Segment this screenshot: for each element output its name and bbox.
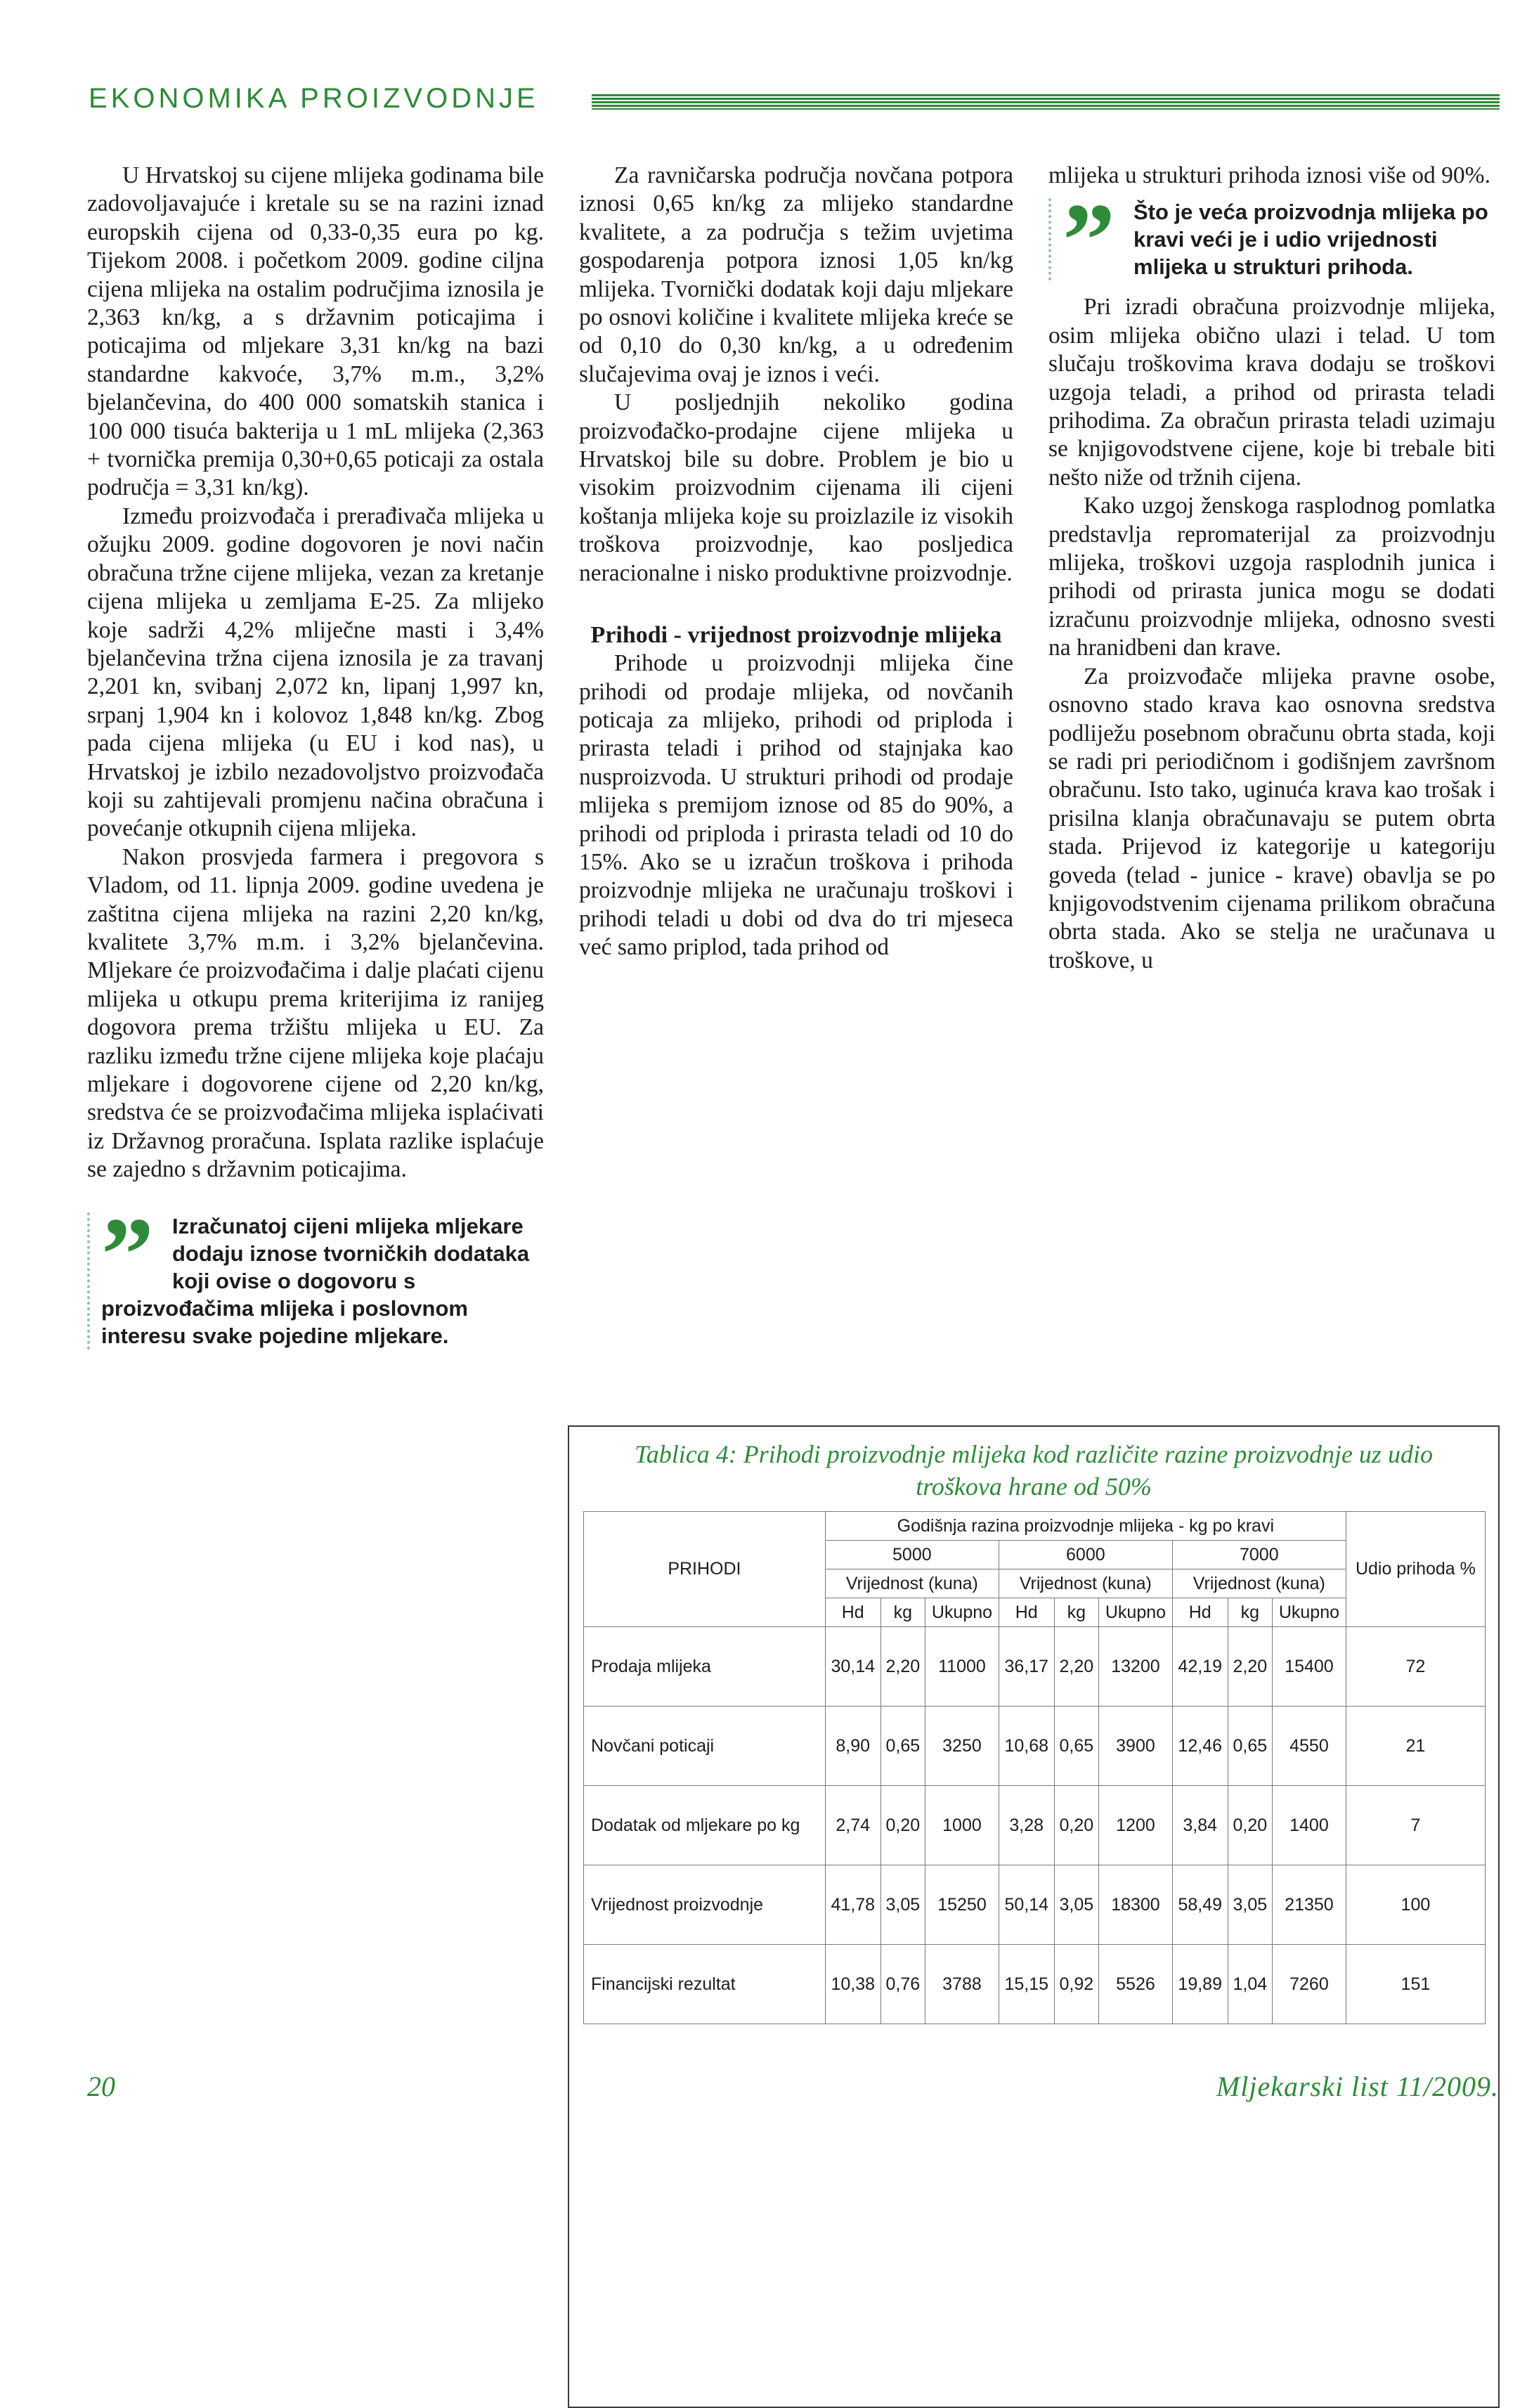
table-cell: 0,65 [881,1707,925,1786]
quote-mark-icon: ” [101,1196,154,1313]
sub-header: Ukupno [1099,1598,1173,1627]
magazine-name: Mljekarski list 11/2009. [1216,2071,1499,2102]
table-cell: 30,14 [825,1627,881,1707]
column-2 [579,162,1013,962]
table-cell: 3250 [925,1707,999,1786]
table-cell: 5526 [1099,1945,1173,2024]
table-cell: 1400 [1273,1786,1346,1865]
row-label: Novčani poticaji [584,1707,826,1786]
pull-quote-text: Izračunatoj cijeni mlijeka mljekare dodaju iznose tvorničkih dodataka koji ovise o dogovoru s proizvođačima mlijeka i poslovnom interesu svake pojedine mljekare. [101,1213,530,1348]
table-cell: 0,76 [881,1945,925,2024]
column-3 [1048,162,1495,975]
income-table [583,1511,1486,2024]
table-cell: 0,20 [1054,1786,1098,1865]
paragraph: Nakon prosvjeda farmera i pregovora s Vladom, od 11. lipnja 2009. godine uvedena je zaštitna cijena mlijeka na razini 2,20 kn/kg, kvalitete 3,7% m.m. i 3,2% bjelančevina. Mljekare će proizvođačima i dalje plaćati cijenu mlijeka u otkupu prema kriterijima iz ranijeg dogovora prema tržištu mlijeka u EU. Za razliku između tržne cijene mlijeka koje plaćaju mljekare i dogovorene cijene od 2,20 kn/kg, sredstva će se proizvođačima mlijeka isplaćivati iz Državnog proračuna. Isplata razlike isplaćuje se zajedno s državnim poticajima. [87,843,544,1183]
table-cell: 10,68 [999,1707,1054,1786]
table-cell: 12,46 [1172,1707,1228,1786]
table-cell: 0,92 [1054,1945,1098,2024]
table-cell: 1200 [1099,1786,1173,1865]
table-cell: 72 [1346,1627,1485,1707]
table-cell: 13200 [1099,1627,1173,1707]
paragraph: Kako uzgoj ženskoga rasplodnog pomlatka predstavlja repromaterijal za proizvodnju mlijeka, troškovi uzgoja rasplodnih junica i prihodi od prirasta junica mogu se dodati izračunu proizvodnje mlijeka, odnosno svesti na hranidbeni dan krave. [1048,493,1495,661]
table-cell: 41,78 [825,1865,881,1945]
table-cell: 3,05 [1054,1865,1098,1945]
quote-mark-icon: ” [1063,182,1115,299]
paragraph: U Hrvatskoj su cijene mlijeka godinama bile zadovoljavajuće i kretale su se na razini iznad europskih cijena od 0,33-0,35 eura po kg. Tijekom 2008. i početkom 2009. godine ciljna cijena mlijeka na ostalim područjima iznosila je 2,363 kn/kg, a s državnim poticajima i poticajima od mljekare 3,31 kn/kg na bazi standardne kakvoće, 3,7% m.m., 3,2% bjelančevina, do 400 000 somatskih stanica i 100 000 tisuća bakterija u 1 mL mlijeka (2,363 + tvornička premija 0,30+0,65 poticaji za ostala područja = 3,31 kn/kg). [87,162,544,501]
table-cell: 18300 [1099,1865,1173,1945]
table-cell: 21350 [1273,1865,1346,1945]
sub-header: kg [881,1598,925,1627]
table-caption: Tablica 4: Prihodi proizvodnje mlijeka kod različite razine proizvodnje uz udio troškova hrane od 50% [635,1440,1433,1501]
table-cell: 2,20 [1054,1627,1098,1707]
table-cell: 3,84 [1172,1786,1228,1865]
table-cell: 7 [1346,1786,1485,1865]
table-cell: 1,04 [1228,1945,1272,2024]
table-cell: 3,28 [999,1786,1054,1865]
table-cell: 58,49 [1172,1865,1228,1945]
table-cell: 3788 [925,1945,999,2024]
table-cell: 15250 [925,1865,999,1945]
level-header: 7000 [1172,1541,1346,1569]
table-cell: 4550 [1273,1707,1346,1786]
pull-quote-text: Što je veća proizvodnja mlijeka po kravi veći je i udio vrijednosti mlijeka u strukturi prihoda. [1133,200,1488,280]
section-title: EKONOMIKA PROIZVODNJE [89,83,539,114]
table-cell: 7260 [1273,1945,1346,2024]
paragraph: Za proizvođače mlijeka pravne osobe, osnovno stado krava kao osnovna sredstva podliježu posebnom obračunu obrta stada, koji se radi pri periodičnom i godišnjem završnom obračunu. Isto tako, uginuća krava kao trošak i prisilna klanja obračunavaju se putem obrta stada. Prijevod iz kategorije u kategoriju goveda (telad - junice - krave) obavlja se po knjigovodstvenim cijenama prilikom obračuna obrta stada. Ako se stelja ne uračunava u troškove, u [1048,663,1495,973]
row-label: Prodaja mlijeka [584,1627,826,1707]
table-cell: 2,20 [1228,1627,1272,1707]
group-header: Godišnja razina proizvodnje mlijeka - kg po kravi [825,1512,1346,1541]
table-cell: 0,65 [1054,1707,1098,1786]
value-header: Vrijednost (kuna) [1172,1569,1346,1598]
table-cell: 3900 [1099,1707,1173,1786]
value-header: Vrijednost (kuna) [999,1569,1172,1598]
table-row [584,1865,1486,1945]
table-cell: 11000 [925,1627,999,1707]
header-rule [592,94,1500,110]
level-header: 5000 [825,1541,999,1569]
sub-header: Hd [1172,1598,1228,1627]
paragraph: Između proizvođača i prerađivača mlijeka u ožujku 2009. godine dogovoren je novi način obračuna tržne cijene mlijeka, vezan za kretanje cijena mlijeka u zemljama E-25. Za mlijeko koje sadrži 4,2% mliječne masti i 3,4% bjelančevina tržna cijena iznosila je za travanj 2,201 kn, svibanj 2,072 kn, lipanj 1,997 kn, srpanj 1,904 kn i kolovoz 1,848 kn/kg. Zbog pada cijena mlijeka (u EU i kod nas), u Hrvatskoj je izbilo nezadovoljstvo proizvođača koji su zahtijevali promjenu načina obračuna i povećanje otkupnih cijena mlijeka. [87,503,544,842]
table-cell: 8,90 [825,1707,881,1786]
table-row [584,1707,1486,1786]
sub-header: Hd [999,1598,1054,1627]
table-cell: 15,15 [999,1945,1054,2024]
table-cell: 21 [1346,1707,1485,1786]
sub-header: kg [1228,1598,1272,1627]
paragraph: Za ravničarska područja novčana potpora iznosi 0,65 kn/kg za mlijeko standardne kvalitete, a za područja s težim uvjetima gospodarenja potpora iznosi 1,05 kn/kg mlijeka. Tvornički dodatak koji daju mljekare po osnovi količine i kvalitete mlijeka kreće se od 0,10 do 0,30 kn/kg, a u određenim slučajevima ovaj je iznos i veći. [579,162,1013,387]
table-cell: 0,65 [1228,1707,1272,1786]
table-cell: 15400 [1273,1627,1346,1707]
sub-header: Ukupno [925,1598,999,1627]
table-cell: 1000 [925,1786,999,1865]
table-row [584,1627,1486,1707]
table-cell: 0,20 [1228,1786,1272,1865]
table-cell: 100 [1346,1865,1485,1945]
table-cell: 3,05 [1228,1865,1272,1945]
table-header-row [584,1512,1486,1541]
table-cell: 2,20 [881,1627,925,1707]
table-cell: 42,19 [1172,1627,1228,1707]
value-header: Vrijednost (kuna) [825,1569,999,1598]
sub-header: Hd [825,1598,881,1627]
row-label: Financijski rezultat [584,1945,826,2024]
subheading: Prihodi - vrijednost proizvodnje mlijeka [590,622,1002,649]
corner-header: PRIHODI [584,1512,826,1627]
table-cell: 36,17 [999,1627,1054,1707]
table-cell: 2,74 [825,1786,881,1865]
level-header: 6000 [999,1541,1172,1569]
page-number: 20 [87,2071,115,2102]
table-cell: 10,38 [825,1945,881,2024]
table-cell: 3,05 [881,1865,925,1945]
paragraph: Pri izradi obračuna proizvodnje mlijeka, osim mlijeka obično ulazi i telad. U tom slučaju troškovima krava dodaju se troškovi uzgoja teladi, a prihod od prirasta teladi prihodima. Za obračun prirasta teladi uzimaju se knjigovodstvene cijene, koje bi trebale biti nešto niže od tržnih cijena. [1048,294,1495,491]
table-cell: 151 [1346,1945,1485,2024]
sub-header: Ukupno [1273,1598,1346,1627]
paragraph: U posljednjih nekoliko godina proizvođačko-prodajne cijene mlijeka u Hrvatskoj bile su dobre. Problem je bio u visokim proizvodnim cijenama ili cijeni koštanja mlijeka koje su proizlazile iz visokih troškova proizvodnje, kao posljedica neracionalne i nisko produktivne proizvodnje. [579,389,1013,586]
row-label: Vrijednost proizvodnje [584,1865,826,1945]
pull-quote [1048,182,1495,299]
sub-header: kg [1054,1598,1098,1627]
table-panel [568,1425,1500,2408]
row-label: Dodatak od mljekare po kg [584,1786,826,1865]
paragraph: Prihode u proizvodnji mlijeka čine prihodi od prodaje mlijeka, od novčanih poticaja za mlijeko, prihodi od priploda i prirasta teladi i prihod od stajnjaka kao nusproizvoda. U strukturi prihodi od prodaje mlijeka s premijom iznose od 85 do 90%, a prihodi od priploda i prirasta teladi od 10 do 15%. Ako se u izračun troškova i prihoda proizvodnje mlijeka ne uračunaju troškovi i prihodi teladi u dobi od dva do tri mjeseca već samo priplod, tada prihod od [579,650,1013,961]
pull-quote [87,1196,544,1349]
table-row [584,1945,1486,2024]
paragraph: mlijeka u strukturi prihoda iznosi više od 90%. [1048,162,1490,188]
table-cell: 19,89 [1172,1945,1228,2024]
column-1 [87,162,544,1349]
table-row [584,1786,1486,1865]
share-header: Udio prihoda % [1346,1512,1485,1627]
table-cell: 50,14 [999,1865,1054,1945]
table-cell: 0,20 [881,1786,925,1865]
